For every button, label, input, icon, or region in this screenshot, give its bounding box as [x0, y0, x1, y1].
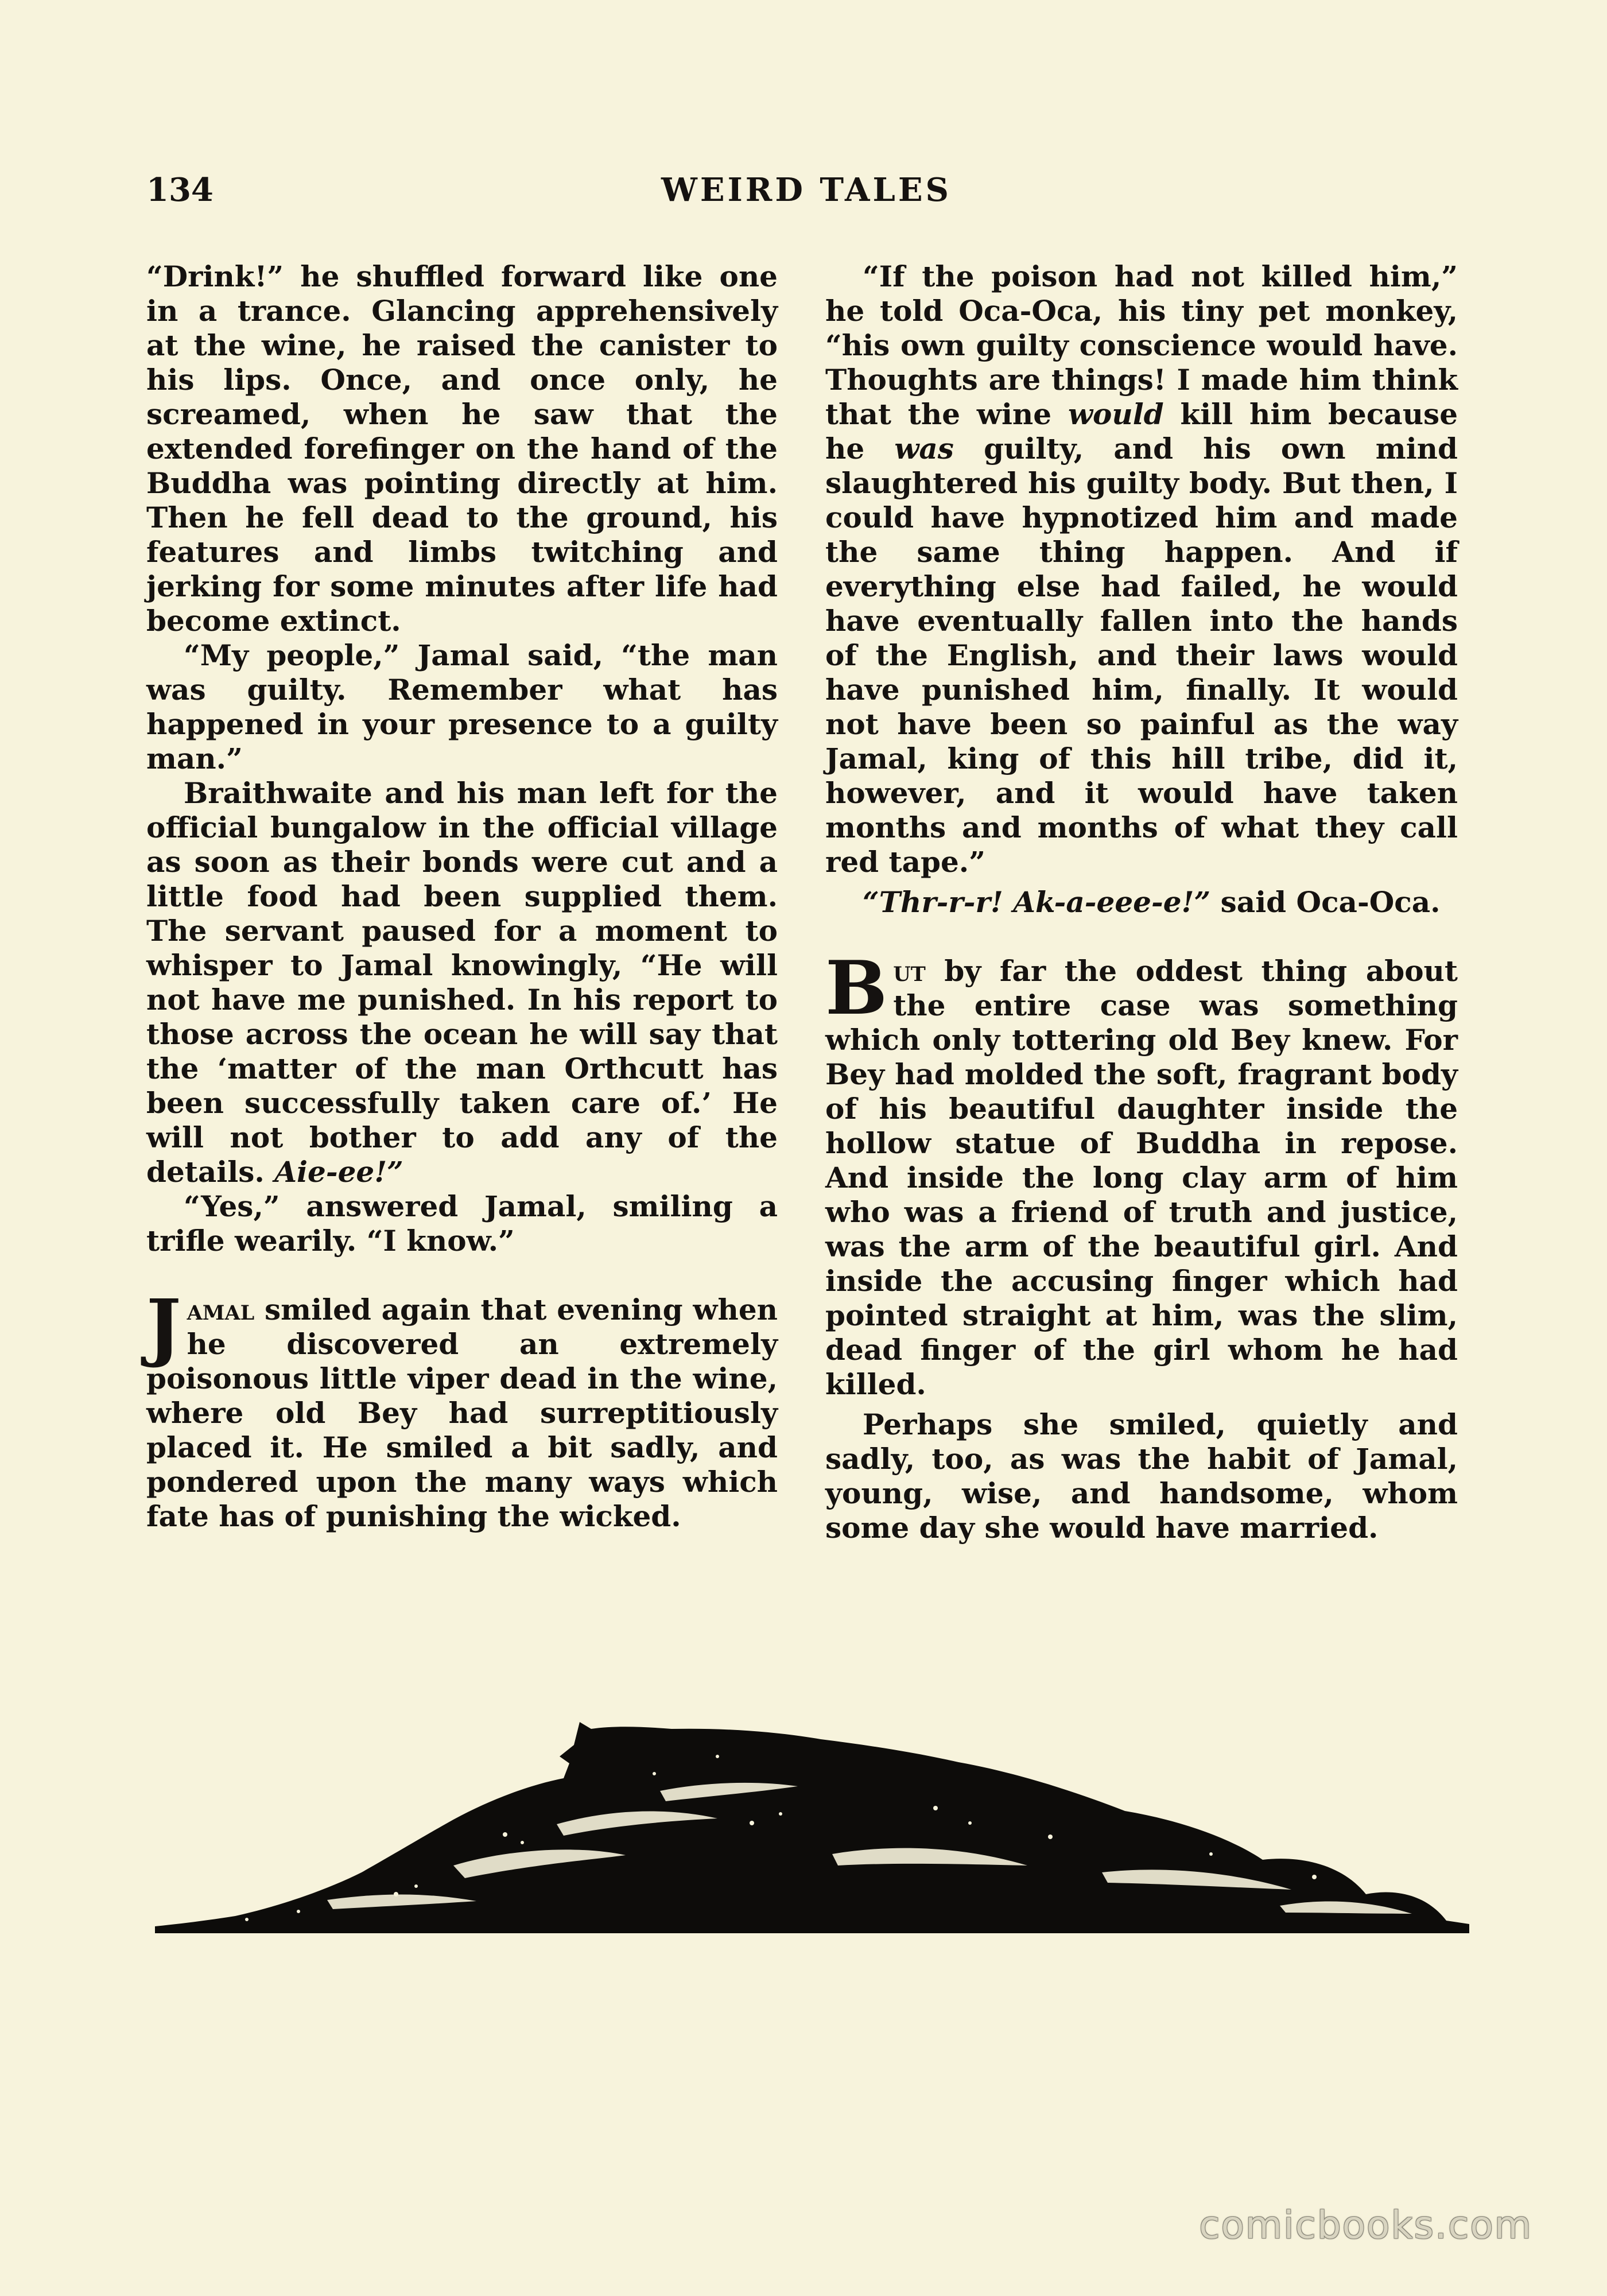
italic-would: would: [1068, 397, 1164, 431]
smallcaps-amal: amal: [187, 1293, 255, 1327]
said-oca-oca: said Oca-Oca.: [1210, 885, 1441, 919]
page-number: 134: [146, 171, 214, 209]
poison-text-b: kill him because he: [825, 397, 1458, 466]
paragraph-oca-oca: [825, 885, 1458, 920]
paragraph-perhaps: Perhaps she smiled, quietly and sadly, too, as was the habit of Jamal, young, wise, and handsome, whom some day she would have married.: [825, 1407, 1458, 1545]
paragraph-oddest-thing: [825, 945, 1458, 1402]
jamal-smiled-text: smiled again that evening when he discovered an extremely poisonous little viper dead in the wine, where old Bey had surreptitiously placed it. He smiled a bit sadly, and pondered upon the many ways which fate has of punishing the wicked.: [146, 1293, 778, 1533]
poison-text-a: “If the poison had not killed him,” he told Oca-Oca, his tiny pet monkey, “his own guilty conscience would have. Thoughts are things! I made him think that the wine: [825, 259, 1458, 431]
watermark: comicbooks.com: [1199, 2203, 1532, 2247]
paragraph-jamal-smiled: [146, 1284, 778, 1534]
monkey-cry: “Thr-r-r! Ak-a-eee-e!”: [863, 885, 1211, 919]
right-column: [825, 259, 1458, 1545]
italic-was: was: [894, 432, 954, 466]
paragraph-yes-answered: “Yes,” answered Jamal, smiling a trifle wearily. “I know.”: [146, 1189, 778, 1258]
drop-cap-b: B: [825, 945, 888, 1031]
paragraph-poison: [825, 259, 1458, 879]
braithwaite-text: Braithwaite and his man left for the official bungalow in the official village as soon as their bonds were cut and a little food had been supplied them. The servant paused for a moment to whisper to Jamal knowingly, “He will not have me punished. In his report to those across the ocean he will say that the ‘matter of the man Orthcutt has been successfully taken care of.’ He will not bother to add any of the details.: [146, 776, 778, 1189]
paragraph-drink: “Drink!” he shuffled forward like one in a trance. Glancing apprehensively at the wine, he raised the canister to his lips. Once, and once only, he screamed, when he saw that the extended forefinger on the hand of the Buddha was pointing directly at him. Then he fell dead to the ground, his features and limbs twitching and jerking for some minutes after life had become extinct.: [146, 259, 778, 638]
left-column: [146, 259, 778, 1534]
poison-text-c: guilty, and his own mind slaughtered his guilty body. But then, I could have hypnotized him and made the same thing happen. And if everything else had failed, he would have eventually fallen into the hands of the English, and their laws would have punished him, finally. It would not have been so painful as the way Jamal, king of this hill tribe, did it, however, and it would have taken months and months of what they call red tape.”: [825, 432, 1458, 879]
paragraph-my-people: “My people,” Jamal said, “the man was guilty. Remember what has happened in your presence to a guilty man.”: [146, 638, 778, 775]
oddest-thing-text: by far the oddest thing about the entire case was something which only tottering old Bey knew. For Bey had molded the soft, fragrant body of his beautiful daughter inside the hollow statue of Buddha in repose. And inside the long clay arm of him who was a friend of truth and justice, was the arm of the beautiful girl. And inside the accusing finger which had pointed straight at him, was the slim, dead finger of the girl whom he had killed.: [825, 954, 1458, 1401]
running-title: WEIRD TALES: [661, 171, 952, 209]
smallcaps-ut: ut: [893, 954, 926, 988]
page-header: [146, 171, 1466, 217]
aie-ee-exclamation: Aie-ee!”: [274, 1155, 403, 1189]
paragraph-braithwaite: [146, 776, 778, 1189]
reclining-buddha-woodcut-icon: [155, 1722, 1469, 1940]
drop-cap-j: J: [146, 1284, 181, 1370]
